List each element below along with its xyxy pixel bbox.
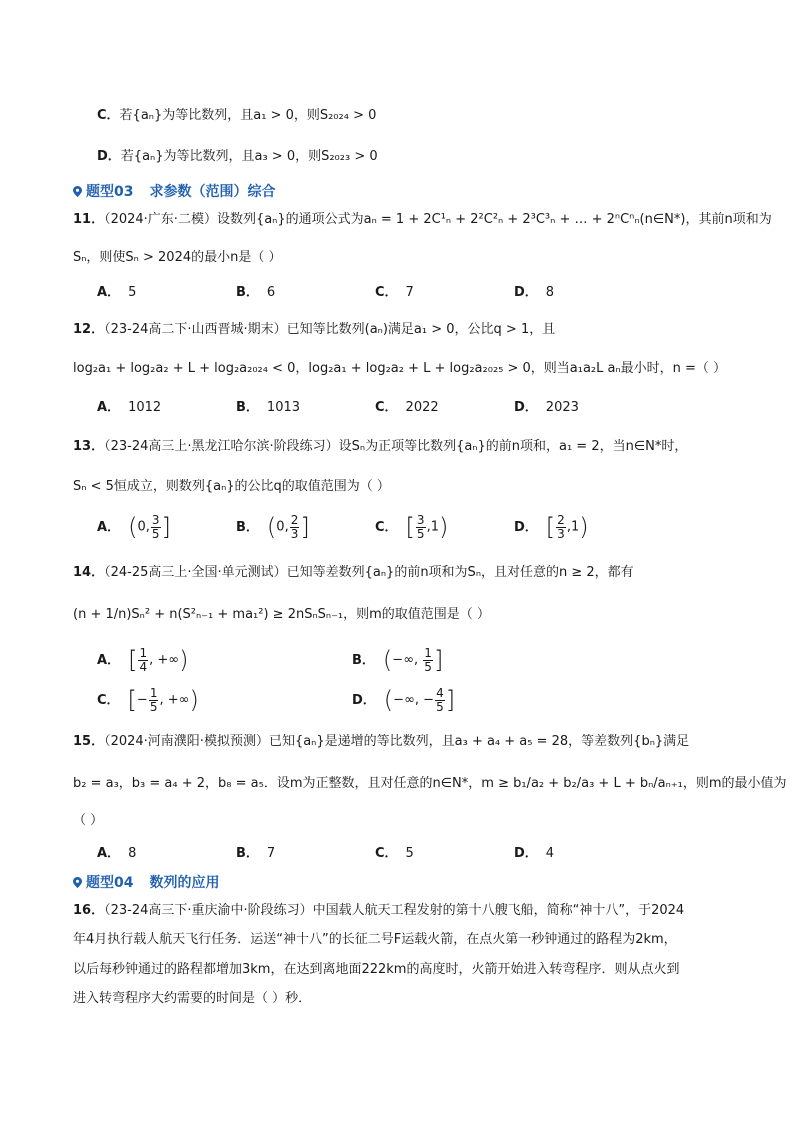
numerator: 1: [149, 685, 158, 700]
question-15-line2: b₂ = a₃，b₃ = a₄ + 2，b₈ = a₅．设m为正整数，且对任意的n∈N*，m ≥ b₁/a₂ + b₂/a₃ + L + bₙ/aₙ₊₁，则m的最小值为: [73, 776, 787, 791]
option-d: [514, 846, 554, 862]
fraction: [151, 514, 161, 540]
bracket: ]: [300, 513, 310, 541]
option-label: C．: [97, 692, 120, 708]
upper-bound: 1: [570, 519, 580, 535]
denominator: 4: [139, 659, 148, 674]
bracket: (: [382, 646, 393, 674]
option-c: C． [ $\frac{3}{5}$ ,1): [375, 512, 449, 541]
section-title: 数列的应用: [149, 875, 220, 891]
option-text: 若{aₙ}为等比数列，且a₁ > 0，则S₂₀₂₄ > 0: [119, 108, 377, 123]
denominator: 5: [149, 699, 158, 714]
fraction: [149, 687, 159, 713]
fraction: [556, 514, 566, 540]
denominator: 5: [436, 699, 444, 714]
question-number: 15．: [73, 734, 105, 749]
option-label: D．: [352, 692, 376, 708]
denominator: 5: [151, 526, 160, 541]
question-number: 14．: [73, 565, 105, 580]
question-12-line2: log₂a₁ + log₂a₂ + L + log₂a₂₀₂₄ < 0，log₂a₁ + log₂a₂ + L + log₂a₂₀₂₅ > 0，则当a₁a₂L aₙ最小时，n =（ ）: [73, 361, 727, 376]
interval-head: −∞, −: [393, 692, 435, 708]
option-c-prev: [97, 108, 376, 124]
bracket: (: [383, 686, 394, 714]
location-pin-icon: [73, 186, 82, 197]
denominator: 3: [290, 526, 299, 541]
option-a: [97, 645, 188, 675]
denominator: 5: [424, 659, 432, 674]
question-number: 16．: [73, 903, 105, 918]
bracket: [: [405, 513, 415, 541]
option-label: C．: [375, 519, 398, 535]
bracket: ]: [161, 513, 171, 541]
option-label: A．: [97, 652, 121, 668]
numerator: 1: [424, 645, 432, 660]
option-text: 4: [545, 846, 555, 861]
option-text: 1013: [266, 400, 301, 415]
option-b: B． (0, $\frac{2}{3}$ ]: [236, 512, 310, 541]
interval-head: −: [136, 692, 148, 708]
option-label: D．: [97, 149, 121, 164]
option-text: 5: [128, 285, 137, 300]
option-c: [97, 685, 199, 715]
question-text: （2024·广东·二模）设数列{aₙ}的通项公式为aₙ = 1 + 2C¹ₙ + 2²C²ₙ + 2³C³ₙ + … + 2ⁿCⁿₙ(n∈N*)，其前n项和为: [104, 212, 772, 227]
option-d: [514, 400, 579, 416]
fraction: [290, 514, 300, 540]
numerator: 3: [416, 512, 425, 527]
numerator: 3: [151, 512, 160, 527]
option-label: A．: [97, 846, 121, 861]
option-text: 5: [405, 846, 414, 861]
bracket: [: [545, 513, 556, 541]
question-16-line4: 进入转弯程序大约需要的时间是（ ）秒．: [73, 991, 312, 1006]
option-d: D． [ $\frac{2}{3}$ ,1): [514, 512, 589, 541]
bracket: ): [179, 646, 189, 674]
section-title: 求参数（范围）综合: [149, 184, 276, 200]
question-text: （24-25高三上·全国·单元测试）已知等差数列{aₙ}的前n项和为Sₙ，且对任意的n ≥ 2，都有: [104, 565, 634, 580]
option-label: B．: [236, 519, 259, 535]
bracket: (: [266, 513, 277, 541]
numerator: 4: [436, 685, 444, 700]
option-label: B．: [352, 652, 375, 668]
option-d: [352, 685, 455, 715]
numerator: 2: [290, 512, 299, 527]
question-14-line2: (n + 1/n)Sₙ² + n(S²ₙ₋₁ + ma₁²) ≥ 2nSₙSₙ₋₁，则m的取值范围是（ ）: [73, 607, 490, 622]
bracket: ]: [433, 646, 444, 674]
section-heading-03: [73, 181, 275, 201]
location-pin-icon: [73, 877, 82, 888]
question-12: [73, 322, 555, 338]
section-heading-04: [73, 872, 219, 892]
question-11-line2: Sₙ，则使Sₙ > 2024的最小n是（ ）: [73, 250, 282, 265]
section-tag: 题型04: [86, 875, 134, 891]
bracket: [: [127, 686, 137, 714]
option-text: 2022: [405, 400, 439, 415]
bracket: ): [438, 513, 449, 541]
question-text: （2024·河南濮阳·模拟预测）已知{aₙ}是递增的等比数列，且a₃ + a₄ + a₅ = 28，等差数列{bₙ}满足: [104, 734, 690, 749]
question-number: 13．: [73, 439, 105, 454]
section-tag: 题型03: [86, 184, 134, 200]
option-label: C．: [375, 400, 398, 415]
option-c: [375, 846, 414, 862]
option-label: B．: [236, 285, 259, 300]
option-b: [236, 846, 275, 862]
question-15: [73, 734, 689, 750]
option-label: D．: [514, 285, 538, 300]
fraction: [138, 647, 148, 673]
question-16: [73, 903, 684, 919]
question-13-line2: Sₙ < 5恒成立，则数列{aₙ}的公比q的取值范围为（ ）: [73, 479, 390, 494]
interval-head: −∞,: [392, 652, 423, 668]
interval-tail: , +∞: [149, 652, 180, 668]
option-a: [97, 400, 161, 416]
option-label: A．: [97, 400, 121, 415]
bracket: (: [128, 513, 138, 541]
question-13: [73, 439, 687, 455]
bracket: ]: [445, 686, 456, 714]
interval-tail: , +∞: [159, 692, 190, 708]
option-label: C．: [375, 846, 398, 861]
option-label: C．: [375, 285, 398, 300]
option-text: 2023: [545, 400, 579, 415]
option-label: B．: [236, 400, 259, 415]
question-16-line2: 年4月执行载人航天飞行任务．运送“神十八”的长征二号F运载火箭，在点火第一秒钟通过的路程为2km，: [73, 932, 677, 947]
option-d: [514, 285, 554, 301]
option-c: [375, 400, 439, 416]
option-label: D．: [514, 846, 538, 861]
option-a: [97, 285, 136, 301]
question-14: [73, 565, 634, 581]
fraction: [435, 687, 445, 713]
option-text: 7: [405, 285, 414, 300]
fraction: [416, 514, 426, 540]
question-number: 12．: [73, 322, 105, 337]
numerator: 2: [557, 512, 565, 527]
question-11: [73, 212, 772, 228]
option-text: 7: [266, 846, 276, 861]
option-a: [97, 846, 136, 862]
option-label: A．: [97, 519, 121, 535]
option-c: [375, 285, 414, 301]
question-text: （23-24高三上·黑龙江哈尔滨·阶段练习）设Sₙ为正项等比数列{aₙ}的前n项和，a₁ = 2，当n∈N*时，: [104, 439, 688, 454]
question-16-line3: 以后每秒钟通过的路程都增加3km，在达到离地面222km的高度时，火箭开始进入转弯程序．则从点火到: [73, 962, 680, 977]
bracket: ): [579, 513, 589, 541]
option-text: 6: [266, 285, 276, 300]
question-text: （23-24高三下·重庆渝中·阶段练习）中国载人航天工程发射的第十八艘飞船，简称“神十八”，于2024: [104, 903, 685, 918]
lower-bound: 0: [276, 519, 285, 535]
question-number: 11．: [73, 212, 105, 227]
option-text: 8: [128, 846, 137, 861]
option-label: D．: [514, 400, 538, 415]
bracket: ): [189, 686, 199, 714]
question-text: （23-24高二下·山西晋城·期末）已知等比数列(aₙ)满足a₁ > 0，公比q > 1，且: [104, 322, 556, 337]
numerator: 1: [139, 645, 148, 660]
upper-bound: 1: [430, 519, 439, 535]
option-b: [236, 285, 275, 301]
denominator: 3: [557, 526, 565, 541]
fraction: [423, 647, 433, 673]
option-text: 1012: [128, 400, 162, 415]
lower-bound: 0: [137, 519, 146, 535]
option-d-prev: [97, 149, 378, 165]
bracket: [: [128, 646, 138, 674]
option-label: D．: [514, 519, 538, 535]
option-label: B．: [236, 846, 259, 861]
option-b: [352, 645, 443, 675]
option-text: 若{aₙ}为等比数列，且a₃ > 0，则S₂₀₂₃ > 0: [120, 149, 378, 164]
option-a: A． (0, $\frac{3}{5}$ ]: [97, 512, 171, 541]
option-label: A．: [97, 285, 121, 300]
option-b: [236, 400, 300, 416]
question-15-line3: （ ）: [73, 813, 104, 828]
option-text: 8: [545, 285, 555, 300]
option-label: C．: [97, 108, 120, 123]
denominator: 5: [416, 526, 425, 541]
